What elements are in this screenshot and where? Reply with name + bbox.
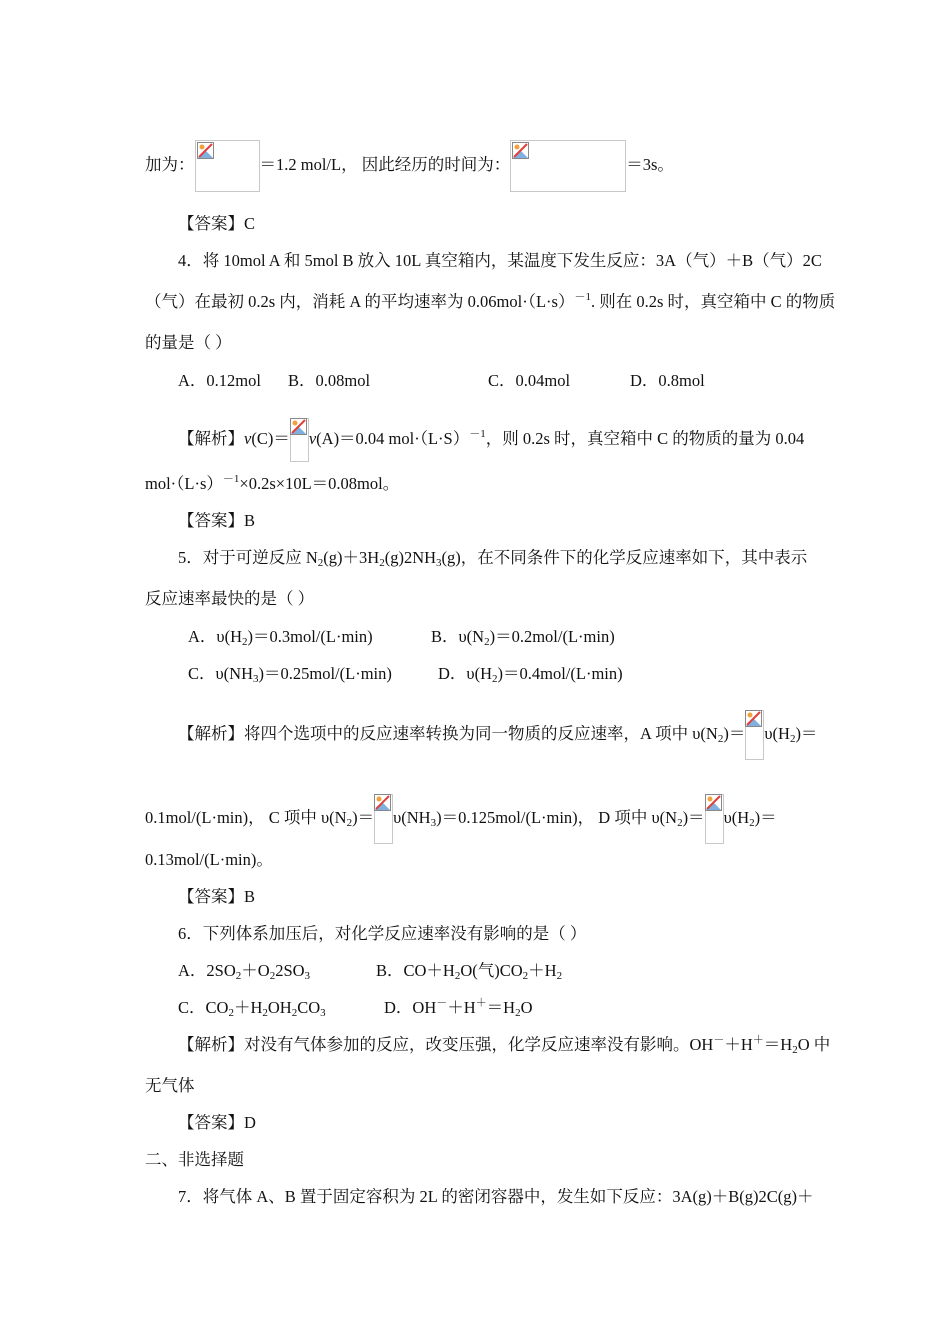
text: v xyxy=(308,428,317,448)
subscript: 2 xyxy=(677,816,683,829)
text: ＋O xyxy=(241,961,270,980)
text: v xyxy=(244,428,252,448)
text: C．CO xyxy=(178,998,229,1017)
subscript: 2 xyxy=(291,1007,298,1019)
option-c: C．0.04mol xyxy=(488,371,571,390)
explanation-line xyxy=(145,1075,195,1097)
text: 2SO xyxy=(275,961,305,980)
text: B．υ(N xyxy=(431,627,485,646)
text: CO xyxy=(297,998,321,1017)
subscript: 2 xyxy=(235,970,242,982)
superscript: ＋ xyxy=(475,997,487,1009)
text: (A)＝0.04 mol·（L·S） xyxy=(316,428,470,448)
text: ＝1.2 mol/L， 因此经历的时间为： xyxy=(259,154,511,174)
option-b xyxy=(431,626,615,648)
subscript: 2 xyxy=(749,816,755,829)
subscript: 3 xyxy=(304,970,311,982)
text: . 则在 0.2s 时，真空箱中 C 的物质 xyxy=(590,292,836,311)
text: υ(H xyxy=(764,723,790,743)
subscript: 2 xyxy=(789,732,796,745)
broken-image-icon xyxy=(290,418,307,435)
text: ＋H xyxy=(233,998,263,1017)
text: 【解析】将四个选项中的反应速率转换为同一物质的反应速率，A 项中 υ(N xyxy=(178,723,718,743)
subscript: 2 xyxy=(484,636,490,648)
text: )＝0.25mol/(L·min) xyxy=(258,664,392,683)
superscript: －1 xyxy=(574,291,591,303)
answer-line xyxy=(178,1112,256,1134)
text: (g)，在不同条件下的化学反应速率如下，其中表示 xyxy=(441,548,808,567)
broken-image-icon xyxy=(197,142,214,159)
explanation-line xyxy=(145,849,273,871)
explanation-line xyxy=(178,1034,830,1056)
superscript: ＋ xyxy=(752,1034,764,1046)
subscript: 2 xyxy=(717,732,724,745)
question-line xyxy=(145,291,835,313)
text: 6．下列体系加压后，对化学反应速率没有影响的是（ ） xyxy=(178,924,587,943)
text: ，则 0.2s 时，真空箱中 C 的物质的量为 0.04 xyxy=(485,428,805,448)
text: 的量是（ ） xyxy=(145,333,232,352)
explanation-line xyxy=(145,794,777,844)
text: 【答案】D xyxy=(178,1113,256,1132)
text: 反应速率最快的是（ ） xyxy=(145,589,315,608)
text: υ(NH xyxy=(393,807,431,827)
formula-image-placeholder xyxy=(290,418,309,462)
question-line xyxy=(145,332,232,354)
text: )＝ xyxy=(352,807,375,827)
explanation-line xyxy=(178,710,817,760)
option-a xyxy=(188,626,373,648)
question-line xyxy=(178,547,807,569)
option-a: A．0.12mol xyxy=(178,371,261,390)
text: )＝0.2mol/(L·min) xyxy=(489,627,615,646)
text: (g)2NH xyxy=(384,548,437,567)
formula-image-placeholder xyxy=(195,140,260,192)
text: （气）在最初 0.2s 内，消耗 A 的平均速率为 0.06mol·（L·s） xyxy=(145,292,575,311)
superscript: － xyxy=(713,1034,725,1046)
text: 加为： xyxy=(145,154,195,174)
explanation-line xyxy=(178,418,804,462)
answer-line xyxy=(178,213,255,235)
explanation-line xyxy=(145,473,399,495)
option-a xyxy=(178,960,310,982)
subscript: 2 xyxy=(454,970,461,982)
text: D．OH xyxy=(384,998,437,1017)
text: A．2SO xyxy=(178,961,236,980)
text: 二、非选择题 xyxy=(145,1150,244,1169)
text: ＝H xyxy=(763,1035,793,1054)
text: )＝ xyxy=(723,723,746,743)
text: 0.1mol/(L·min)， C 项中 υ(N xyxy=(145,807,347,827)
text: 【解析】 xyxy=(178,428,244,448)
text: υ(H xyxy=(723,807,750,827)
text: O 中 xyxy=(797,1035,831,1054)
text: )＝0.3mol/(L·min) xyxy=(247,627,373,646)
text: 0.13mol/(L·min)。 xyxy=(145,850,273,869)
text: B．CO＋H xyxy=(376,961,455,980)
text: )＝ xyxy=(682,807,705,827)
option-b xyxy=(376,960,562,982)
subscript: 3 xyxy=(430,816,437,829)
text: (C)＝ xyxy=(251,428,290,448)
subscript: 2 xyxy=(242,636,248,648)
question-line xyxy=(178,250,822,272)
section-heading xyxy=(145,1149,244,1171)
option-d xyxy=(438,663,623,685)
text: )＝ xyxy=(754,807,777,827)
subscript: 2 xyxy=(522,970,529,982)
subscript: 2 xyxy=(792,1044,798,1056)
question-line xyxy=(178,923,586,945)
text: D．υ(H xyxy=(438,664,492,683)
text: )＝ xyxy=(795,723,818,743)
text: 无气体 xyxy=(145,1076,195,1095)
text: OH xyxy=(267,998,292,1017)
text: 【答案】B xyxy=(178,887,256,906)
text: 7．将气体 A、B 置于固定容积为 2L 的密闭容器中，发生如下反应：3A(g)＋B(g)2C(g)＋ xyxy=(178,1187,814,1206)
superscript: －1 xyxy=(222,473,240,485)
option-d xyxy=(384,997,533,1019)
text: C．υ(NH xyxy=(188,664,254,683)
text: ＋H xyxy=(447,998,476,1017)
formula-image-placeholder xyxy=(745,710,764,760)
text: ＝3s。 xyxy=(626,154,674,174)
text: )＝0.4mol/(L·min) xyxy=(497,664,623,683)
broken-image-icon xyxy=(374,794,391,811)
broken-image-icon xyxy=(705,794,722,811)
subscript: 3 xyxy=(436,557,442,569)
text: O(气)CO xyxy=(460,961,523,980)
subscript: 2 xyxy=(379,557,385,569)
formula-image-placeholder xyxy=(705,794,724,844)
text: 【答案】C xyxy=(178,214,256,233)
question-line xyxy=(178,1186,814,1208)
text: 4．将 10mol A 和 5mol B 放入 10L 真空箱内，某温度下发生反应：3A（气）＋B（气）2C xyxy=(178,251,822,270)
broken-image-icon xyxy=(745,710,762,727)
text: 5．对于可逆反应 N xyxy=(178,548,318,567)
text: ＝H xyxy=(486,998,516,1017)
formula-image-placeholder xyxy=(510,140,626,192)
text: ＋H xyxy=(528,961,557,980)
subscript: 2 xyxy=(556,970,563,982)
superscript: －1 xyxy=(469,427,486,440)
subscript: 2 xyxy=(262,1007,268,1019)
subscript: 2 xyxy=(269,970,276,982)
subscript: 2 xyxy=(515,1007,521,1019)
subscript: 2 xyxy=(317,557,324,569)
subscript: 3 xyxy=(253,673,259,685)
option-d: D．0.8mol xyxy=(630,371,705,390)
option-c xyxy=(178,997,326,1019)
text: 【答案】B xyxy=(178,511,256,530)
subscript: 2 xyxy=(228,1007,234,1019)
question-line xyxy=(145,588,314,610)
text: 【解析】对没有气体参加的反应，改变压强，化学反应速率没有影响。OH xyxy=(178,1035,714,1054)
subscript: 2 xyxy=(492,673,498,685)
superscript: － xyxy=(436,997,448,1009)
option-b: B．0.08mol xyxy=(288,371,371,390)
text: )＝0.125mol/(L·min)， D 项中 υ(N xyxy=(436,807,678,827)
answer-line xyxy=(178,510,255,532)
text: O xyxy=(520,998,533,1017)
text: mol·（L·s） xyxy=(145,474,223,493)
broken-image-icon xyxy=(512,142,529,159)
text: ＋H xyxy=(724,1035,753,1054)
option-c xyxy=(188,663,392,685)
subscript: 2 xyxy=(346,816,353,829)
text-line xyxy=(145,140,674,192)
text: A．υ(H xyxy=(188,627,242,646)
answer-line xyxy=(178,886,255,908)
subscript: 3 xyxy=(320,1007,326,1019)
text: (g)＋3H xyxy=(323,548,380,567)
formula-image-placeholder xyxy=(374,794,393,844)
text: ×0.2s×10L＝0.08mol。 xyxy=(239,474,400,493)
